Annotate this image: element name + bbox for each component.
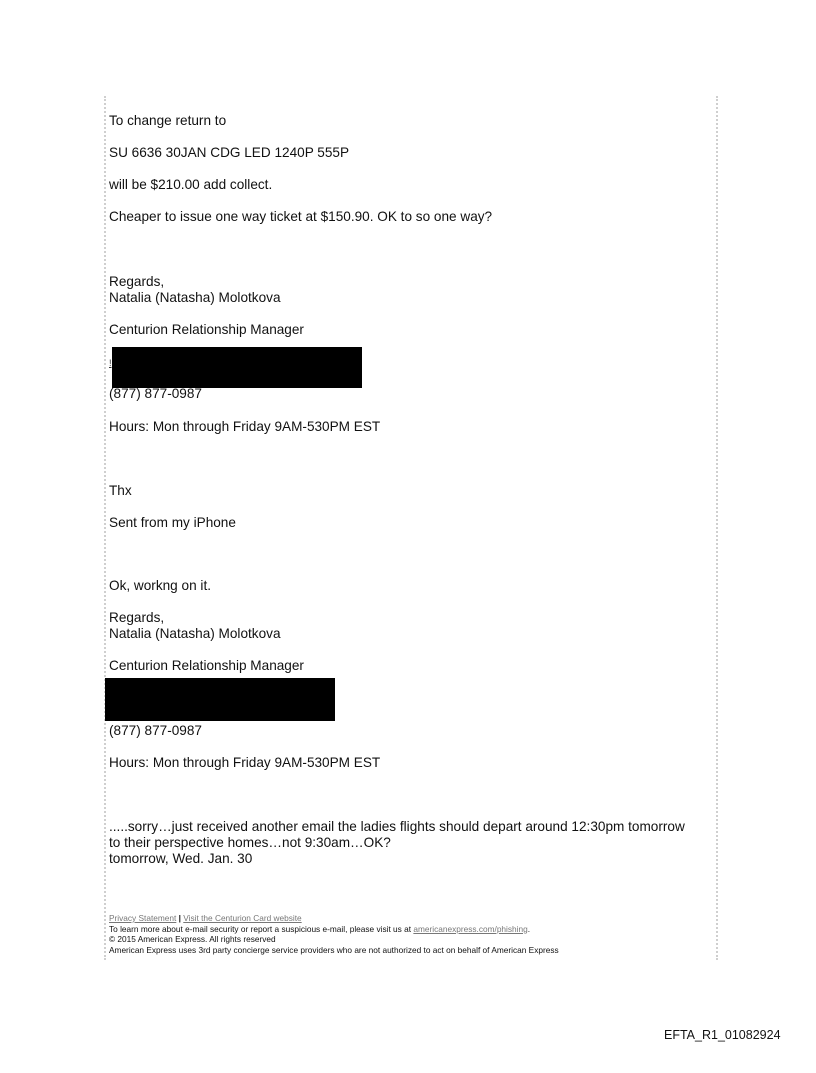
sorry-message-line-1: .....sorry…just received another email the ladies flights should depart around 12:30pm tomorrow [109, 819, 685, 834]
footer-security-line [109, 924, 559, 935]
footer-links-row [109, 913, 559, 924]
signature-1-regards: Regards, [109, 274, 165, 289]
redacted-link-fragment: ! [109, 358, 112, 368]
footer-disclaimer: American Express uses 3rd party concierge service providers who are not authorized to act on behalf of American Express [109, 944, 559, 955]
redaction-box-1 [112, 347, 362, 388]
footer-separator: | [178, 913, 181, 923]
security-text: To learn more about e-mail security or report a suspicious e-mail, please visit us at [109, 923, 412, 934]
flight-line: SU 6636 30JAN CDG LED 1240P 555P [109, 145, 350, 160]
footer-copyright: © 2015 American Express. All rights reserved [109, 934, 276, 944]
document-id: EFTA_R1_01082924 [664, 1028, 781, 1042]
signature-1-name: Natalia (Natasha) Molotkova [109, 290, 281, 305]
signature-2-regards: Regards, [109, 610, 165, 625]
signature-1-phone: (877) 877-0987 [109, 386, 202, 401]
signature-1-title: Centurion Relationship Manager [109, 322, 304, 337]
privacy-statement-link[interactable]: Privacy Statement [109, 913, 177, 923]
change-return-line: To change return to [109, 113, 227, 128]
reply-thx: Thx [109, 483, 132, 498]
signature-2-title: Centurion Relationship Manager [109, 658, 304, 673]
working-message: Ok, workng on it. [109, 578, 211, 593]
one-way-question: Cheaper to issue one way ticket at $150.90. OK to so one way? [109, 209, 493, 224]
centurion-website-link[interactable]: Visit the Centurion Card website [183, 913, 302, 923]
signature-2-name: Natalia (Natasha) Molotkova [109, 626, 281, 641]
sent-from-iphone: Sent from my iPhone [109, 515, 236, 530]
signature-2-phone: (877) 877-0987 [109, 723, 202, 738]
security-period: . [527, 923, 531, 934]
signature-1-hours: Hours: Mon through Friday 9AM-530PM EST [109, 419, 381, 434]
sorry-message-line-2: to their perspective homes…not 9:30am…OK? [109, 835, 391, 850]
email-footer [109, 913, 559, 955]
sorry-message-line-3: tomorrow, Wed. Jan. 30 [109, 851, 253, 866]
phishing-link[interactable]: americanexpress.com/phishing [413, 923, 528, 934]
signature-2-hours: Hours: Mon through Friday 9AM-530PM EST [109, 755, 381, 770]
add-collect-line: will be $210.00 add collect. [109, 177, 273, 192]
redaction-box-2 [105, 678, 335, 721]
